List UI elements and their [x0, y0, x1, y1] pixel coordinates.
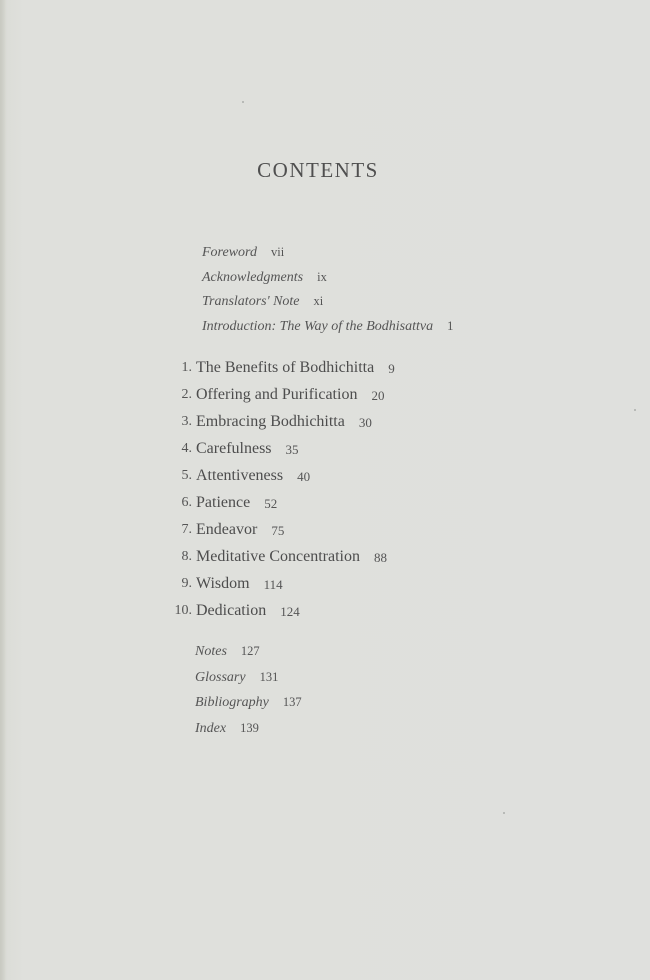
entry-title: Glossary — [195, 669, 246, 685]
chapter-number: 5. — [181, 468, 192, 483]
toc-chapter-6[interactable] — [160, 492, 395, 519]
entry-title: Introduction: The Way of the Bodhisattva — [202, 319, 434, 335]
chapter-page: 30 — [358, 415, 372, 430]
toc-chapter-2[interactable] — [160, 384, 395, 411]
entry-title: Translators' Note — [202, 294, 300, 310]
entry-title: Index — [195, 720, 227, 736]
toc-entry-acknowledgments[interactable] — [202, 267, 453, 292]
chapter-title: Offering and Purification — [196, 386, 358, 403]
toc-chapter-7[interactable] — [160, 519, 395, 546]
page-gutter-shadow — [0, 0, 6, 980]
toc-entry-index[interactable] — [195, 718, 302, 744]
toc-chapter-10[interactable] — [160, 600, 395, 627]
entry-title: Foreword — [202, 245, 257, 260]
entry-page: 127 — [240, 644, 260, 658]
chapter-number: 10. — [174, 603, 192, 618]
toc-chapter-3[interactable] — [160, 411, 395, 438]
entry-page: 1 — [447, 319, 454, 334]
toc-entry-introduction[interactable] — [202, 316, 453, 341]
paper-speck — [242, 101, 244, 103]
entry-page: 139 — [240, 720, 259, 735]
chapter-page: 35 — [285, 442, 299, 457]
chapter-title: Meditative Concentration — [196, 548, 360, 565]
chapter-page: 20 — [371, 388, 385, 403]
chapter-title: Wisdom — [196, 575, 250, 592]
toc-entry-glossary[interactable] — [195, 667, 302, 693]
toc-entry-bibliography[interactable] — [195, 692, 302, 718]
toc-chapter-1[interactable] — [160, 357, 395, 384]
chapter-page: 52 — [264, 496, 278, 511]
chapter-title: Embracing Bodhichitta — [196, 413, 345, 430]
chapter-number: 2. — [181, 387, 192, 402]
toc-chapter-4[interactable] — [160, 438, 395, 465]
chapter-title: Patience — [196, 494, 251, 511]
toc-entry-notes[interactable] — [195, 641, 302, 667]
toc-chapter-5[interactable] — [160, 465, 395, 492]
chapter-title: Carefulness — [196, 440, 272, 457]
chapter-number: 7. — [181, 522, 192, 537]
chapter-page: 114 — [263, 577, 283, 592]
chapter-title: Dedication — [196, 602, 267, 619]
chapter-page: 124 — [280, 604, 300, 619]
entry-page: vii — [270, 245, 285, 259]
entry-page: xi — [313, 294, 324, 309]
paper-speck — [634, 409, 636, 411]
chapter-page: 40 — [297, 469, 311, 484]
chapter-title: Endeavor — [196, 521, 258, 538]
toc-entry-translators-note[interactable] — [202, 291, 453, 316]
chapter-number: 1. — [181, 360, 192, 375]
toc-chapter-8[interactable] — [160, 546, 395, 573]
chapter-number: 9. — [181, 576, 192, 591]
paper-speck — [503, 812, 505, 814]
toc-chapter-9[interactable] — [160, 573, 395, 600]
front-matter-list — [202, 242, 453, 341]
toc-entry-foreword[interactable] — [202, 242, 453, 267]
page-title: CONTENTS — [257, 158, 379, 183]
chapter-page: 75 — [271, 523, 285, 538]
chapter-page: 88 — [373, 550, 387, 565]
chapter-number: 6. — [181, 495, 192, 510]
chapter-number: 4. — [181, 441, 192, 456]
entry-title: Acknowledgments — [202, 269, 304, 285]
entry-title: Bibliography — [195, 695, 269, 710]
chapter-title: The Benefits of Bodhichitta — [196, 359, 375, 376]
entry-page: 131 — [259, 669, 279, 684]
chapter-number: 3. — [181, 414, 192, 429]
entry-page: 137 — [282, 695, 302, 709]
chapter-list — [160, 357, 395, 627]
entry-page: ix — [317, 269, 327, 284]
chapter-number: 8. — [181, 549, 192, 564]
chapter-title: Attentiveness — [196, 467, 284, 484]
back-matter-list — [195, 641, 302, 743]
entry-title: Notes — [195, 644, 227, 659]
chapter-page: 9 — [388, 361, 395, 376]
